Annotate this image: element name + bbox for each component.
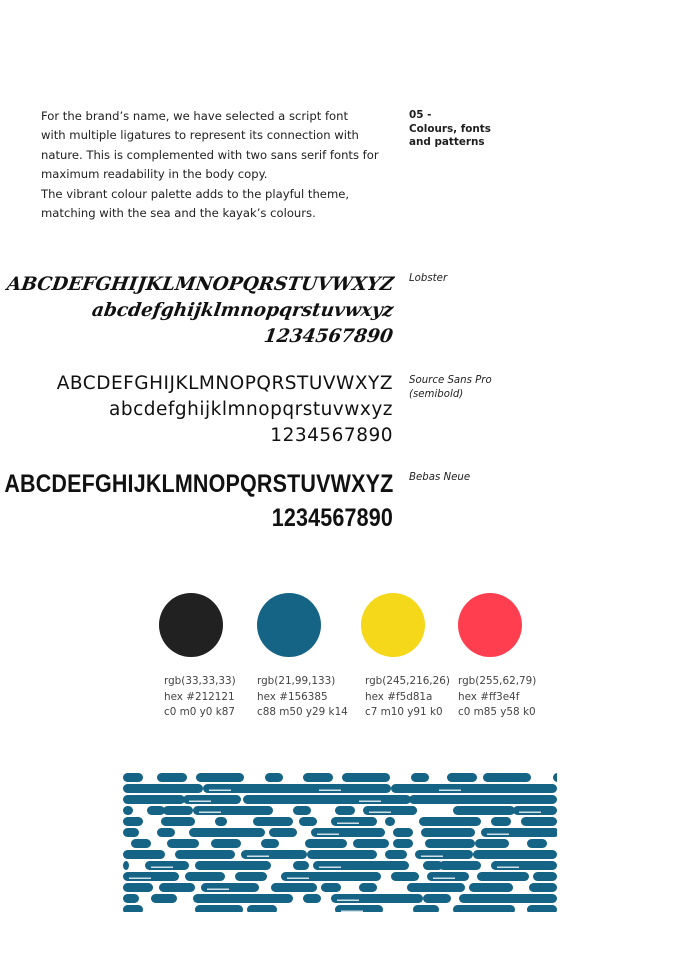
cmyk-value: c0 m0 y0 k87 <box>164 706 235 718</box>
wave-segment <box>313 861 409 870</box>
wave-highlight <box>439 790 461 791</box>
wave-segment <box>477 872 529 881</box>
wave-segment <box>447 773 477 782</box>
wave-segment <box>305 839 347 848</box>
wave-segment <box>185 872 225 881</box>
wave-segment <box>425 839 475 848</box>
wave-segment <box>427 872 469 881</box>
wave-segment <box>193 894 293 903</box>
intro-text <box>41 107 391 223</box>
wave-segment <box>247 905 277 912</box>
wave-segment <box>175 850 235 859</box>
wave-segment <box>473 784 557 793</box>
rgb-value: rgb(255,62,79) <box>458 675 537 687</box>
wave-highlight <box>433 878 455 879</box>
hex-value: hex #f5d81a <box>365 690 433 703</box>
swatch-blue-values <box>257 674 367 721</box>
wave-highlight <box>207 889 229 890</box>
wave-segment <box>413 905 439 912</box>
wave-segment <box>157 828 175 837</box>
wave-segment <box>343 872 381 881</box>
bebas-uppercase: ABCDEFGHIJKLMNOPQRSTUVWXYZ <box>3 470 393 498</box>
wave-segment <box>353 795 411 804</box>
wave-segment <box>513 806 557 815</box>
lobster-uppercase: ABCDEFGHIJKLMNOPQRSTUVWXYZ <box>5 274 395 295</box>
wave-highlight <box>421 856 443 857</box>
wave-highlight <box>209 790 231 791</box>
wave-segment <box>215 817 227 826</box>
wave-segment <box>439 861 481 870</box>
wave-highlight <box>337 823 359 824</box>
wave-segment <box>553 773 557 782</box>
wave-segment <box>303 773 333 782</box>
wave-segment <box>391 872 419 881</box>
wave-segment <box>183 795 241 804</box>
wave-segment <box>253 817 293 826</box>
wave-highlight <box>287 878 309 879</box>
wave-highlight <box>317 834 339 835</box>
wave-segment <box>123 872 179 881</box>
wave-segment <box>235 872 267 881</box>
wave-segment <box>307 850 377 859</box>
wave-segment <box>483 773 531 782</box>
wave-segment <box>195 905 243 912</box>
cmyk-value: c0 m85 y58 k0 <box>458 706 536 718</box>
wave-highlight <box>497 867 519 868</box>
wave-pattern-graphic <box>123 772 557 912</box>
wave-pattern <box>123 772 557 912</box>
wave-segment <box>211 839 241 848</box>
source-sans-digits: 1234567890 <box>270 425 393 446</box>
bebas-font-name: Bebas Neue <box>409 472 471 483</box>
swatch-black <box>159 593 223 657</box>
intro-line: The vibrant colour palette adds to the playful theme, <box>41 186 350 201</box>
wave-segment <box>123 883 153 892</box>
wave-segment <box>123 905 143 912</box>
swatch-red-values <box>458 674 568 721</box>
hex-value: hex #212121 <box>164 690 235 703</box>
wave-segment <box>167 839 199 848</box>
wave-segment <box>293 806 311 815</box>
cmyk-value: c88 m50 y29 k14 <box>257 706 348 718</box>
wave-segment <box>123 850 165 859</box>
bebas-digits: 1234567890 <box>271 504 393 532</box>
wave-segment <box>311 828 385 837</box>
wave-segment <box>343 784 387 793</box>
wave-highlight <box>337 900 359 901</box>
hex-value: hex #156385 <box>257 690 328 703</box>
wave-segment <box>321 883 341 892</box>
section-title: 05 - Colours, fonts and patterns <box>409 109 491 148</box>
wave-segment <box>405 806 417 815</box>
wave-segment <box>167 784 203 793</box>
lobster-lowercase: abcdefghijklmnopqrstuvwxyz <box>90 300 395 321</box>
wave-highlight <box>247 856 269 857</box>
wave-segment <box>415 850 473 859</box>
swatch-blue <box>257 593 321 657</box>
wave-segment <box>411 773 429 782</box>
swatch-yellow <box>361 593 425 657</box>
wave-segment <box>265 773 283 782</box>
wave-segment <box>385 817 395 826</box>
wave-segment <box>157 773 187 782</box>
wave-segment <box>261 839 279 848</box>
wave-segment <box>393 828 413 837</box>
wave-segment <box>491 861 557 870</box>
wave-segment <box>459 894 557 903</box>
wave-segment <box>303 894 321 903</box>
wave-segment <box>419 817 481 826</box>
wave-highlight <box>151 867 173 868</box>
rgb-value: rgb(245,216,26) <box>365 675 450 687</box>
wave-segment <box>123 795 185 804</box>
wave-highlight <box>199 812 221 813</box>
wave-segment <box>271 883 317 892</box>
wave-segment <box>123 817 143 826</box>
wave-segment <box>453 905 515 912</box>
wave-segment <box>281 872 351 881</box>
wave-highlight <box>369 812 391 813</box>
intro-line: nature. This is complemented with two sans serif fonts for <box>41 147 379 162</box>
wave-highlight <box>359 801 381 802</box>
wave-segment <box>123 773 143 782</box>
wave-highlight <box>487 834 509 835</box>
lobster-digits: 1234567890 <box>262 326 395 347</box>
wave-segment <box>533 872 557 881</box>
wave-segment <box>423 894 451 903</box>
source-sans-font-name: Source Sans Pro (semibold) <box>409 375 492 400</box>
wave-segment <box>385 850 407 859</box>
wave-segment <box>481 828 557 837</box>
swatch-red <box>458 593 522 657</box>
wave-segment <box>475 839 509 848</box>
wave-segment <box>145 861 189 870</box>
wave-highlight <box>341 911 363 912</box>
wave-segment <box>201 883 259 892</box>
wave-segment <box>473 850 557 859</box>
wave-segment <box>527 839 547 848</box>
rgb-value: rgb(21,99,133) <box>257 675 336 687</box>
wave-segment <box>163 806 193 815</box>
wave-segment <box>161 817 195 826</box>
wave-segment <box>269 828 297 837</box>
wave-segment <box>331 817 377 826</box>
wave-segment <box>463 795 557 804</box>
wave-segment <box>189 828 265 837</box>
wave-segment <box>196 773 244 782</box>
wave-segment <box>123 861 129 870</box>
wave-segment <box>393 839 413 848</box>
wave-segment <box>521 817 557 826</box>
wave-segment <box>359 883 377 892</box>
wave-highlight <box>129 878 151 879</box>
source-sans-uppercase: ABCDEFGHIJKLMNOPQRSTUVWXYZ <box>56 373 393 394</box>
wave-highlight <box>319 867 341 868</box>
wave-segment <box>421 828 475 837</box>
cmyk-value: c7 m10 y91 k0 <box>365 706 443 718</box>
wave-segment <box>527 905 557 912</box>
wave-segment <box>151 894 177 903</box>
wave-segment <box>342 773 390 782</box>
wave-segment <box>407 883 465 892</box>
intro-line: with multiple ligatures to represent its connection with <box>41 128 359 143</box>
wave-segment <box>147 806 165 815</box>
rgb-value: rgb(33,33,33) <box>164 675 236 687</box>
wave-segment <box>159 883 195 892</box>
wave-segment <box>335 806 355 815</box>
hex-value: hex #ff3e4f <box>458 690 520 703</box>
intro-line: matching with the sea and the kayak’s colours. <box>41 206 316 221</box>
wave-segment <box>195 861 271 870</box>
wave-segment <box>453 806 515 815</box>
source-sans-lowercase: abcdefghijklmnopqrstuvwxyz <box>109 399 393 420</box>
wave-highlight <box>319 790 341 791</box>
intro-line: For the brand’s name, we have selected a script font <box>41 109 349 123</box>
lobster-font-name: Lobster <box>409 273 448 284</box>
wave-segment <box>491 817 511 826</box>
wave-segment <box>241 850 307 859</box>
wave-segment <box>123 806 133 815</box>
intro-line: maximum readability in the body copy. <box>41 167 268 182</box>
wave-segment <box>353 839 389 848</box>
wave-segment <box>529 883 557 892</box>
wave-segment <box>331 894 423 903</box>
wave-segment <box>469 883 513 892</box>
wave-segment <box>123 894 139 903</box>
wave-segment <box>293 861 309 870</box>
wave-highlight <box>189 801 211 802</box>
wave-segment <box>131 839 151 848</box>
wave-segment <box>193 806 273 815</box>
wave-highlight <box>519 812 541 813</box>
wave-segment <box>299 817 317 826</box>
wave-segment <box>123 828 139 837</box>
